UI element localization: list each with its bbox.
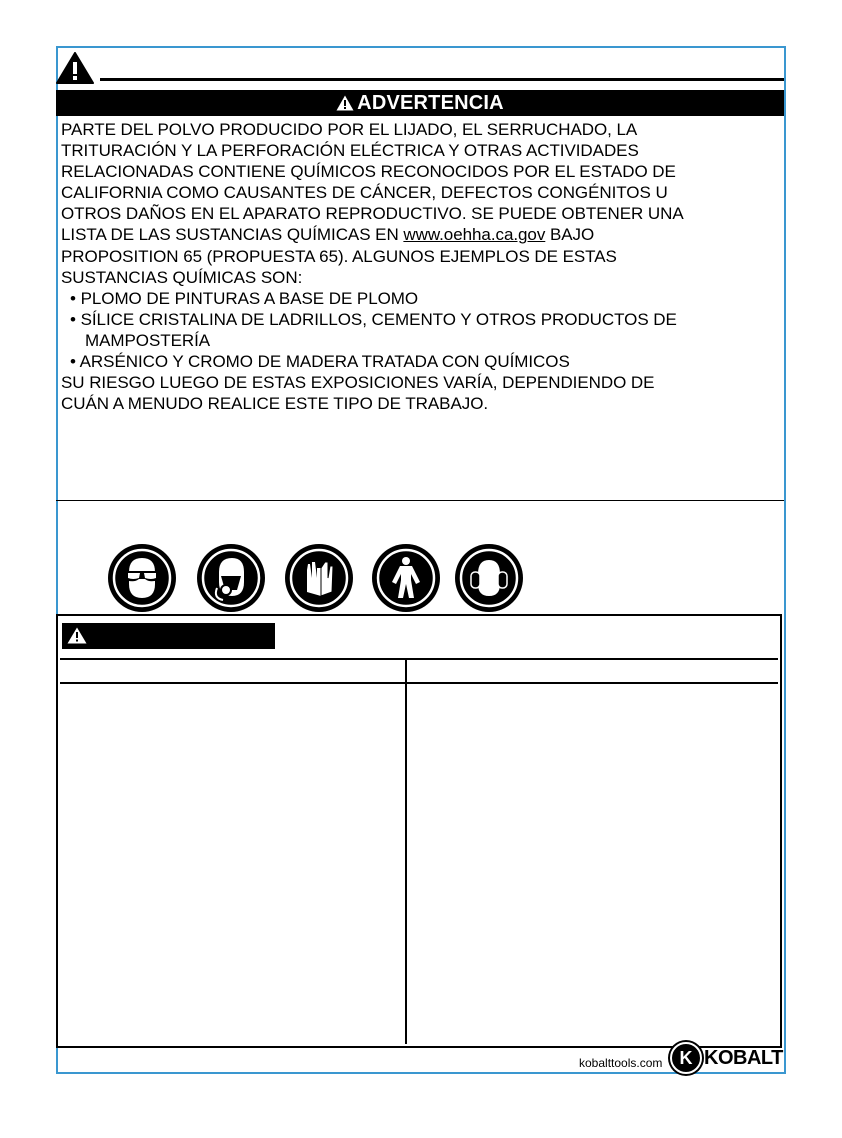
warning-line: OTROS DAÑOS EN EL APARATO REPRODUCTIVO. SE PUEDE OBTENER UNA: [61, 204, 684, 224]
bullet-item-continuation: MAMPOSTERÍA: [85, 330, 211, 350]
warning-line: TRITURACIÓN Y LA PERFORACIÓN ELÉCTRICA Y OTRAS ACTIVIDADES: [61, 141, 639, 161]
warning-line: SUSTANCIAS QUÍMICAS SON:: [61, 267, 303, 287]
warning-line: RELACIONADAS CONTIENE QUÍMICOS RECONOCIDOS POR EL ESTADO DE: [61, 162, 676, 182]
warning-text: [61, 119, 779, 414]
bullet-item: • ARSÉNICO Y CROMO DE MADERA TRATADA CON QUÍMICOS: [70, 352, 570, 372]
list-line-prefix: LISTA DE LAS SUSTANCIAS QUÍMICAS EN: [61, 225, 404, 245]
kobalt-logo: [670, 1043, 784, 1073]
warning-banner-label: ADVERTENCIA: [357, 91, 504, 114]
safety-goggles-icon: [108, 544, 176, 612]
warning-line: PROPOSITION 65 (PROPUESTA 65). ALGUNOS EJEMPLOS DE ESTAS: [61, 246, 617, 266]
oehha-link[interactable]: www.oehha.ca.gov: [403, 225, 546, 245]
table-header-row: [60, 658, 778, 684]
kobalt-k-icon: K: [670, 1042, 702, 1074]
kobalt-brand: KOBALT: [704, 1046, 783, 1069]
bullet-item: • PLOMO DE PINTURAS A BASE DE PLOMO: [70, 288, 419, 308]
warning-triangle-icon: [336, 95, 354, 111]
respirator-icon: [197, 544, 265, 612]
warning-box: [56, 90, 784, 501]
warning-banner: [56, 90, 784, 116]
warning-triangle-icon: [56, 52, 94, 84]
table-column-left: [60, 684, 405, 1042]
warning-line: [61, 224, 779, 245]
warning-line: CALIFORNIA COMO CAUSANTES DE CÁNCER, DEFECTOS CONGÉNITOS U: [61, 183, 668, 203]
table-column-right: [409, 684, 777, 1042]
top-rule: [100, 78, 784, 81]
ppe-table: [56, 614, 782, 1048]
protective-suit-icon: [372, 544, 440, 612]
list-line-suffix: BAJO: [545, 225, 595, 245]
warning-line: CUÁN A MENUDO REALICE ESTE TIPO DE TRABAJO.: [61, 394, 489, 414]
gloves-icon: [285, 544, 353, 612]
footer-website[interactable]: kobalttools.com: [579, 1056, 663, 1070]
table-column-divider: [405, 658, 407, 1044]
warning-triangle-icon: [67, 627, 87, 644]
warning-line: SU RIESGO LUEGO DE ESTAS EXPOSICIONES VARÍA, DEPENDIENDO DE: [61, 373, 655, 393]
bullet-item: • SÍLICE CRISTALINA DE LADRILLOS, CEMENTO Y OTROS PRODUCTOS DE: [70, 309, 677, 329]
caution-bar: [62, 623, 275, 649]
warning-line: PARTE DEL POLVO PRODUCIDO POR EL LIJADO, EL SERRUCHADO, LA: [61, 120, 638, 139]
ear-protection-icon: [455, 544, 523, 612]
